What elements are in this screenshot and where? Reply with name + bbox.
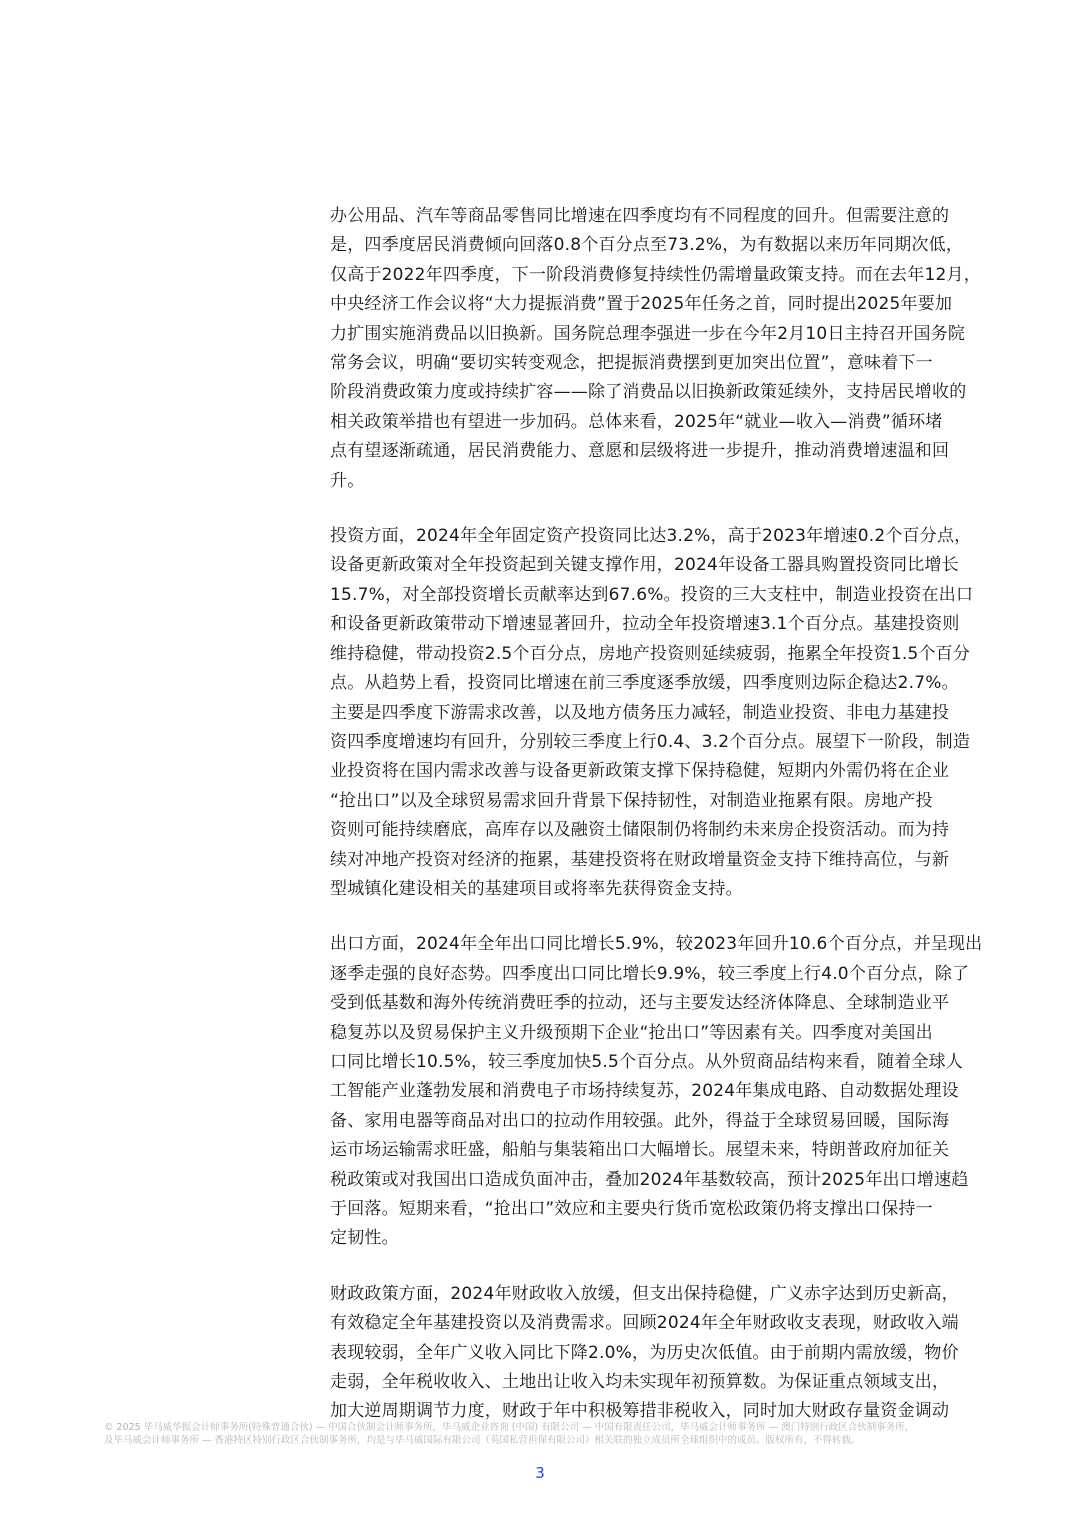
page-number: 3 bbox=[535, 1464, 545, 1482]
document-body bbox=[330, 202, 990, 1453]
copyright-notice: © 2025 毕马威华振会计师事务所(特殊普通合伙) — 中国合伙制会计师事务所，毕马威企业咨询 (中国) 有限公司 — 中国有限责任公司，毕马威会计师事务所 — 澳门特别行政区合伙制事务所， 及毕马威会计师事务所 — 香港特区特别行政区合伙制事务所，均是与毕马威国际有限公司（英国私营担保有限公司）相关联的独立成员所全球组织中的成员。版权所有，不得转载。 bbox=[104, 1422, 915, 1446]
paragraph-consumption: 办公用品、汽车等商品零售同比增速在四季度均有不同程度的回升。但需要注意的 是，四季度居民消费倾向回落0.8个百分点至73.2%，为有数据以来历年同期次低， 仅高于2022年四季度，下一阶段消费修复持续性仍需增量政策支持。而在去年12月， 中央经济工作会议将“大力提振消费”置于2025年任务之首，同时提出2025年要加 力扩围实施消费品以旧换新。国务院总理李强进一步在今年2月10日主持召开国务院 常务会议，明确“要切实转变观念，把提振消费摆到更加突出位置”，意味着下一 阶段消费政策力度或持续扩容——除了消费品以旧换新政策延续外，支持居民增收的 相关政策举措也有望进一步加码。总体来看，2025年“就业—收入—消费”循环堵 点有望逐渐疏通，居民消费能力、意愿和层级将进一步提升，推动消费增速温和回 升。 bbox=[330, 206, 981, 491]
paragraph-exports: 出口方面，2024年全年出口同比增长5.9%，较2023年回升10.6个百分点，并呈现出 逐季走强的良好态势。四季度出口同比增长9.9%，较三季度上行4.0个百分点，除了 受到低基数和海外传统消费旺季的拉动，还与主要发达经济体降息、全球制造业平 稳复苏以及贸易保护主义升级预期下企业“抢出口”等因素有关。四季度对美国出 口同比增长10.5%，较三季度加快5.5个百分点。从外贸商品结构来看，随着全球人 工智能产业蓬勃发展和消费电子市场持续复苏，2024年集成电路、自动数据处理设 备、家用电器等商品对出口的拉动作用较强。此外，得益于全球贸易回暖，国际海 运市场运输需求旺盛，船舶与集装箱出口大幅增长。展望未来，特朗普政府加征关 税政策或对我国出口造成负面冲击，叠加2024年基数较高，预计2025年出口增速趋 于回落。短期来看，“抢出口”效应和主要央行货币宽松政策仍将支撑出口保持一 定韧性。 bbox=[330, 934, 983, 1249]
paragraph-fiscal-policy: 财政政策方面，2024年财政收入放缓，但支出保持稳健，广义赤字达到历史新高， 有效稳定全年基建投资以及消费需求。回顾2024年全年财政收支表现，财政收入端 表现较弱，全年广义收入同比下降2.0%，为历史次低值。由于前期内需放缓，物价 走弱，全年税收收入、土地出让收入均未实现年初预算数。为保证重点领域支出， 加大逆周期调节力度，财政于年中积极筹措非税收入，同时加大财政存量资金调动 bbox=[330, 1283, 959, 1422]
paragraph-investment: 投资方面，2024年全年固定资产投资同比达3.2%，高于2023年增速0.2个百分点， 设备更新政策对全年投资起到关键支撑作用，2024年设备工器具购置投资同比增长 15.7%，对全部投资增长贡献率达到67.6%。投资的三大支柱中，制造业投资在出口 和设备更新政策带动下增速显著回升，拉动全年投资增速3.1个百分点。基建投资则 维持稳健，带动投资2.5个百分点，房地产投资则延续疲弱，拖累全年投资1.5个百分 点。从趋势上看，投资同比增速在前三季度逐季放缓，四季度则边际企稳达2.7%。 主要是四季度下游需求改善，以及地方债务压力减轻，制造业投资、非电力基建投 资四季度增速均有回升，分别较三季度上行0.4、3.2个百分点。展望下一阶段，制造 业投资将在国内需求改善与设备更新政策支撑下保持稳健，短期内外需仍将在企业 “抢出口”以及全球贸易需求回升背景下保持韧性，对制造业拖累有限。房地产投 资则可能持续磨底，高库存以及融资土储限制仍将制约未来房企投资活动。而为持 续对冲地产投资对经济的拖累，基建投资将在财政增量资金支持下维持高位，与新 型城镇化建设相关的基建项目或将率先获得资金支持。 bbox=[330, 526, 974, 899]
